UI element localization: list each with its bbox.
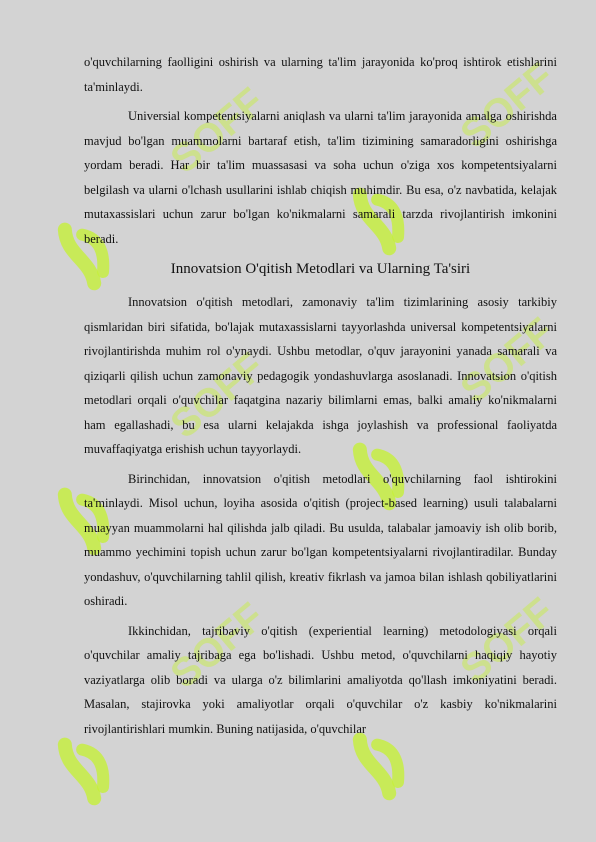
- svg-text:SOFF: SOFF: [452, 589, 563, 692]
- document-page: [84, 50, 557, 746]
- paragraph-first-point: Birinchidan, innovatsion o'qitish metodlari o'quvchilarning faol ishtirokini ta'minlaydi. Misol uchun, loyiha asosida o'qitish (project-based learning) usuli talabalarni muayyan muammolarni hal qilishda jalb qiladi. Bu usulda, talabalar jamoaviy ish olib borib, muammo yechimini topish uchun zarur bo'lgan kompetentsiyalarni rivojlantiradilar. Bunday yondashuv, o'quvchilarning tahlil qilish, kreativ fikrlash va jamoa bilan ishlash qobiliyatlarini oshiradi.: [84, 471, 557, 608]
- paragraph-innovative-methods: Innovatsion o'qitish metodlari, zamonaviy ta'lim tizimlarining asosiy tarkibiy qismlaridan biri sifatida, bo'lajak mutaxassislarni tayyorlashda universal kompetentsiyalarni rivojlantirishda muhim rol o'ynaydi. Ushbu metodlar, o'quv jarayonini yanada samarali va qiziqarli qilish uchun zamonaviy pedagogik yondashuvlarga asoslanadi. Innovatsion o'qitish metodlari orqali o'quvchilar faqatgina nazariy bilimlarni emas, balki amaliy ko'nikmalarni ham egallashadi, bu esa ularni kelajakda ishga joylashish va professional faoliyatda muvaffaqiyatga erishish uchun tayyorlaydi.: [84, 295, 557, 456]
- svg-text:SOFF: SOFF: [452, 54, 563, 157]
- svg-text:SOFF: SOFF: [452, 309, 563, 412]
- paragraph-second-point: Ikkinchidan, tajribaviy o'qitish (experiential learning) metodologiyasi orqali o'quvchilar amaliy tajribaga ega bo'lishadi. Ushbu metod, o'quvchilarni haqiqiy hayotiy vaziyatlarga olib boradi va ularga o'z bilimlarini amaliyotda qo'llash imkoniyatini beradi. Masalan, stajirovka yoki amaliyotlar orqali o'quvchilar o'z kasbiy ko'nikmalarini rivojlantirishlari mumkin. Buning natijasida, o'quvchilar: [84, 623, 557, 736]
- paragraph-continuation: o'quvchilarning faolligini oshirish va ularning ta'lim jarayonida ko'proq ishtirok etishlarini ta'minlaydi.: [84, 55, 557, 94]
- svg-text:SOFF: SOFF: [162, 594, 273, 697]
- section-heading: Innovatsion O'qitish Metodlari va Ularning Ta'siri: [170, 261, 471, 277]
- paragraph-universal-competencies: Universial kompetentsiyalarni aniqlash va ularni ta'lim jarayonida amalga oshirishda mavjud bo'lgan muammolarni bartaraf etish, ta'lim tizimining samaradorligini oshirishga yordam beradi. Har bir ta'lim muassasasi va soha uchun o'ziga xos kompetentsiyalarni belgilash va ularni o'lchash usullarini ishlab chiqish muhimdir. Bu esa, o'z navbatida, kelajak mutaxassislari uchun zarur bo'lgan ko'nikmalarni samarali tarzda rivojlantirish imkonini beradi.: [84, 109, 557, 246]
- svg-text:SOFF: SOFF: [162, 344, 273, 447]
- svg-text:SOFF: SOFF: [162, 79, 273, 182]
